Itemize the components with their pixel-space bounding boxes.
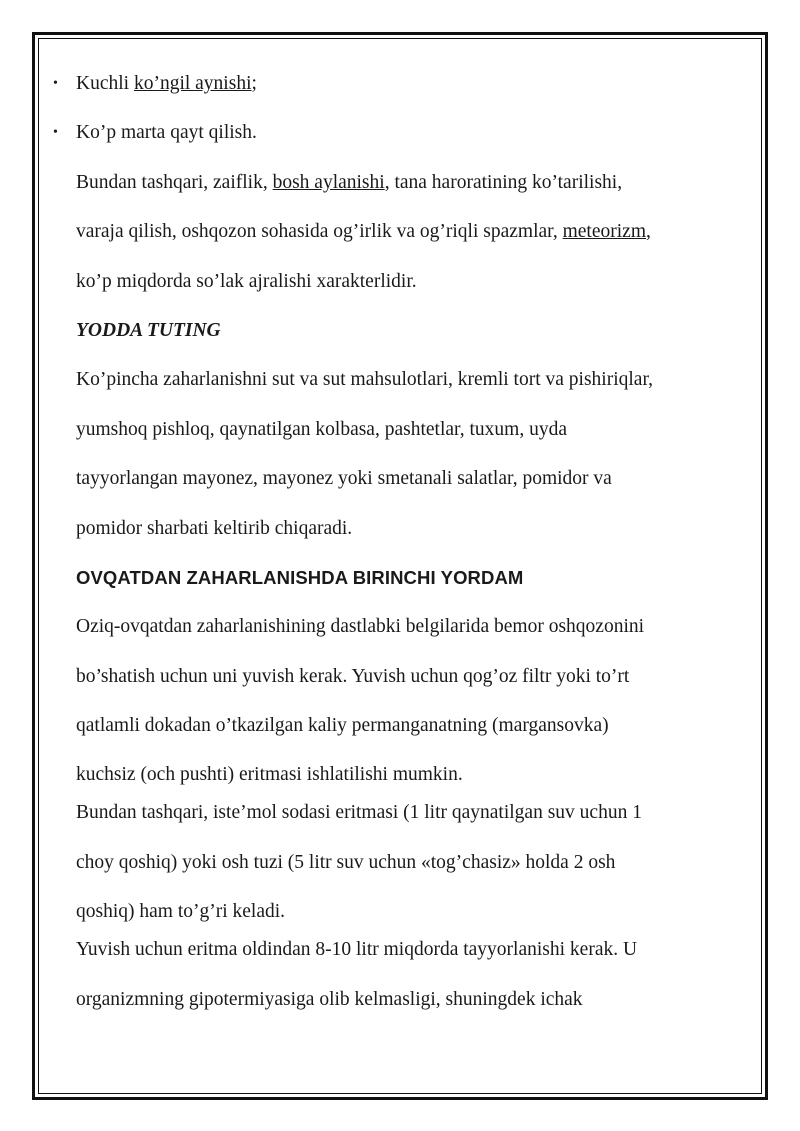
paragraph-line: pomidor sharbati keltirib chiqaradi.	[76, 517, 353, 539]
paragraph-line	[76, 220, 726, 244]
paragraph-line: yumshoq pishloq, qaynatilgan kolbasa, pashtetlar, tuxum, uyda	[76, 418, 567, 440]
paragraph-line: organizmning gipotermiyasiga olib kelmasligi, shuningdek ichak	[76, 988, 583, 1010]
paragraph-line	[76, 171, 726, 195]
paragraph-line: tayyorlangan mayonez, mayonez yoki smetanali salatlar, pomidor va	[76, 468, 612, 490]
paragraph-line: bo’shatish uchun uni yuvish kerak. Yuvish uchun qog’oz filtr yoki to’rt	[76, 665, 630, 687]
list-item-text: Kuchli	[76, 73, 134, 94]
paragraph-line: kuchsiz (och pushti) eritmasi ishlatilishi mumkin.	[76, 764, 463, 786]
bullet-icon: •	[53, 76, 58, 91]
paragraph-line: Bundan tashqari, iste’mol sodasi eritmasi (1 litr qaynatilgan suv uchun 1	[76, 802, 642, 824]
link-kongil-aynishi[interactable]: ko’ngil aynishi	[133, 73, 252, 94]
section-heading: YODDA TUTING	[76, 319, 221, 341]
paragraph-line: Ko’pincha zaharlanishni sut va sut mahsulotlari, kremli tort va pishiriqlar,	[76, 369, 654, 391]
paragraph-line: ko’p miqdorda so’lak ajralishi xarakterlidir.	[76, 270, 417, 292]
list-item-text: ;	[251, 73, 257, 94]
bullet-icon: •	[53, 125, 58, 141]
document-body	[53, 72, 726, 1037]
paragraph-line: choy qoshiq) yoki osh tuzi (5 litr suv uchun «tog’chasiz» holda 2 osh	[76, 851, 616, 873]
list-item-text: Ko’p marta qayt qilish.	[76, 122, 257, 144]
paragraph-line: qatlamli dokadan o’tkazilgan kaliy permanganatning (margansovka)	[76, 715, 609, 737]
paragraph-line: qoshiq) ham to’g’ri keladi.	[76, 901, 286, 923]
link-bosh-aylanishi[interactable]: bosh aylanishi	[272, 171, 385, 193]
text-span: varaja qilish, oshqozon sohasida og’irlik va og’riqli spazmlar,	[76, 221, 563, 243]
list-item	[53, 72, 726, 96]
section-heading: OVQATDAN ZAHARLANISHDA BIRINCHI YORDAM	[76, 566, 524, 588]
text-span: , tana haroratining ko’tarilishi,	[384, 171, 623, 193]
link-meteorizm[interactable]: meteorizm	[562, 221, 646, 243]
paragraph-line: Yuvish uchun eritma oldindan 8-10 litr miqdorda tayyorlanishi kerak. U	[76, 939, 638, 961]
text-span: Bundan tashqari, zaiflik,	[76, 171, 273, 193]
list-item	[53, 121, 726, 145]
paragraph-line: Oziq-ovqatdan zaharlanishining dastlabki belgilarida bemor oshqozonini	[76, 616, 645, 638]
text-span: ,	[646, 221, 651, 243]
